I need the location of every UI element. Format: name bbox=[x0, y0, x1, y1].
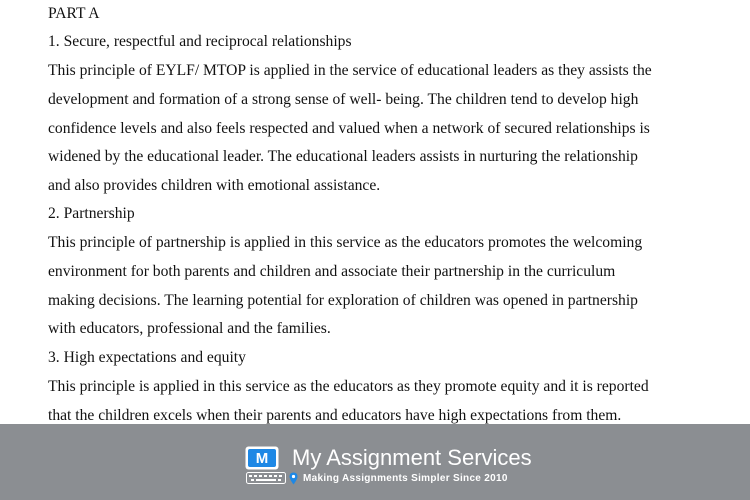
document-heading: PART A bbox=[48, 5, 100, 22]
section-1-line-2: development and formation of a strong sense of well- being. The children tend to develop high bbox=[48, 91, 639, 108]
section-1-line-1: This principle of EYLF/ MTOP is applied in the service of educational leaders as they assists the bbox=[48, 62, 652, 79]
section-3-line-1: This principle is applied in this service as the educators as they promote equity and it is reported bbox=[48, 378, 649, 395]
keyboard-icon bbox=[246, 472, 286, 484]
section-3-line-2: that the children excels when their parents and educators have high expectations from them. bbox=[48, 407, 622, 424]
brand-tagline: Making Assignments Simpler Since 2010 bbox=[303, 473, 508, 484]
brand-name: My Assignment Services bbox=[292, 445, 532, 470]
section-2-line-2: environment for both parents and children and associate their partnership in the curriculum bbox=[48, 263, 616, 280]
section-2-line-4: with educators, professional and the families. bbox=[48, 320, 331, 337]
logo-letter: M bbox=[255, 450, 269, 467]
section-2-title: 2. Partnership bbox=[48, 205, 135, 222]
section-1-line-4: widened by the educational leader. The educational leaders assists in nurturing the relationship bbox=[48, 148, 638, 165]
section-1-line-3: confidence levels and also feels respected and valued when a network of secured relationships is bbox=[48, 120, 650, 137]
laptop-m-icon bbox=[245, 446, 279, 470]
section-2-line-3: making decisions. The learning potential for exploration of children was opened in partnership bbox=[48, 292, 638, 309]
section-1-title: 1. Secure, respectful and reciprocal relationships bbox=[48, 33, 352, 50]
section-3-title: 3. High expectations and equity bbox=[48, 349, 246, 366]
document-body bbox=[48, 0, 738, 424]
section-2-line-1: This principle of partnership is applied in this service as the educators promotes the welcoming bbox=[48, 234, 643, 251]
location-pin-icon bbox=[289, 472, 298, 485]
section-1-line-5: and also provides children with emotional assistance. bbox=[48, 177, 381, 194]
